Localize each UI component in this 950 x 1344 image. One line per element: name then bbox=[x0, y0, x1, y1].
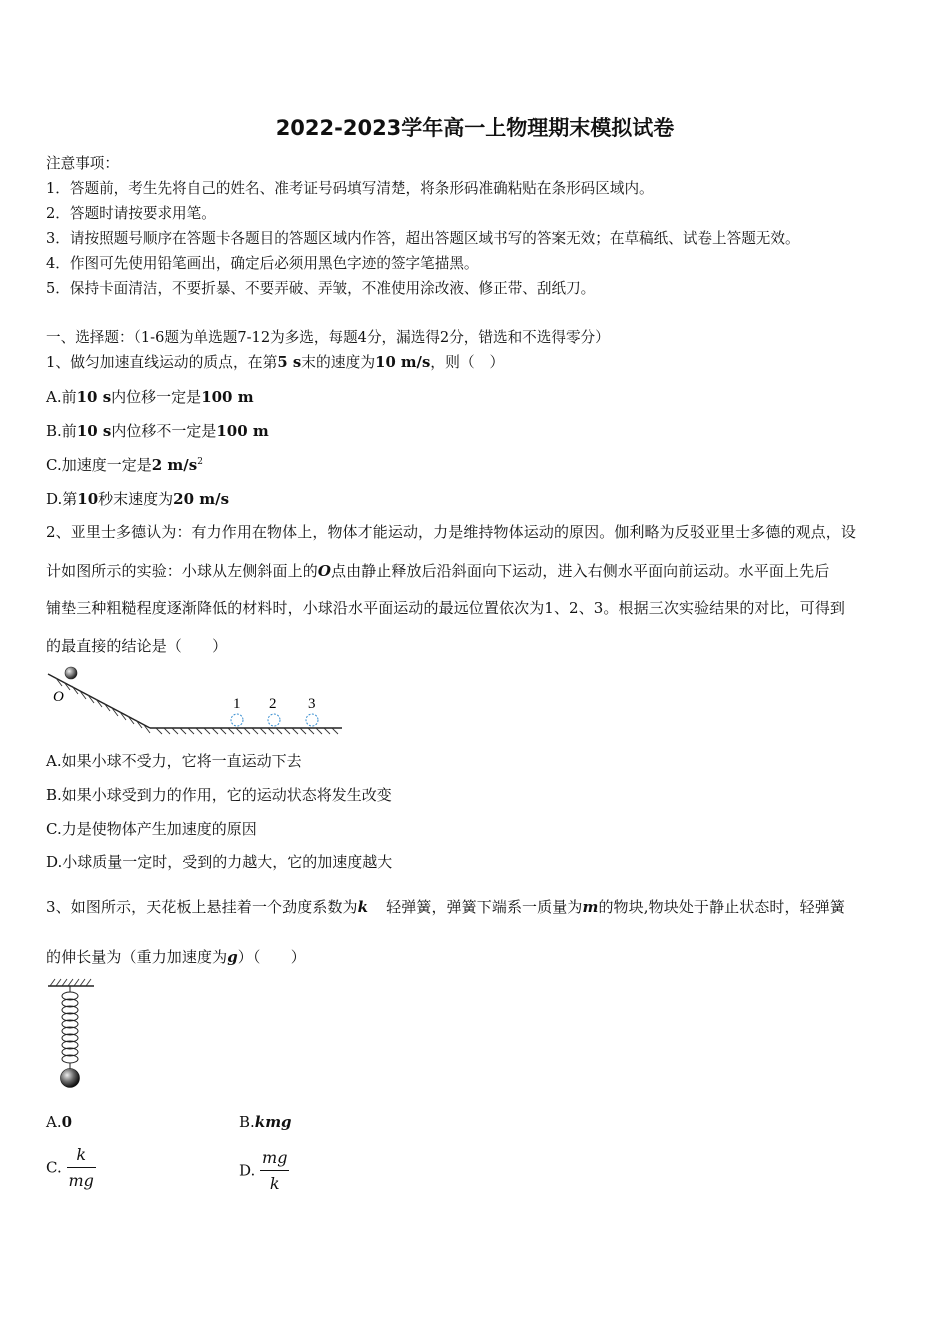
ground-hatching bbox=[156, 728, 338, 734]
question-2-line-4: 的最直接的结论是（ ） bbox=[46, 637, 228, 655]
question-2-line-2: 计如图所示的实验：小球从左侧斜面上的O点由静止释放后沿斜面向下运动，进入右侧水平面向前运动。水平面上先后 bbox=[46, 562, 830, 580]
question-1-stem: 1、做匀加速直线运动的质点，在第5 s末的速度为10 m/s，则（ ） bbox=[46, 354, 505, 371]
notice-heading: 注意事项： bbox=[46, 155, 119, 172]
notice-item-4: 4．作图可先使用铅笔画出，确定后必须用黑色字迹的签字笔描黑。 bbox=[46, 255, 479, 272]
question-2-line-1: 2、亚里士多德认为：有力作用在物体上，物体才能运动，力是维持物体运动的原因。伽利略为反驳亚里士多德的观点，设 bbox=[46, 523, 856, 541]
fraction-k-over-mg: $\frac{k}{mg}$ bbox=[68, 1145, 94, 1190]
question-1-option-c[interactable]: C.加速度一定是2 $m/s^2$ bbox=[46, 456, 203, 474]
point-o-label: O bbox=[53, 689, 64, 705]
question-2-line-3: 铺垫三种粗糙程度逐渐降低的材料时，小球沿水平面运动的最远位置依次为1、2、3。根据三次实验结果的对比，可得到 bbox=[46, 599, 846, 617]
ball bbox=[65, 667, 77, 679]
question-3-option-b[interactable]: B.kmg bbox=[239, 1113, 292, 1131]
position-1-marker bbox=[231, 714, 243, 726]
question-2-option-a[interactable]: A.如果小球不受力，它将一直运动下去 bbox=[46, 752, 302, 770]
ceiling-hatching bbox=[50, 979, 91, 986]
question-3-option-a[interactable]: A.0 bbox=[46, 1113, 73, 1131]
incline-figure bbox=[44, 662, 350, 736]
notice-item-2: 2．答题时请按要求用笔。 bbox=[46, 205, 216, 222]
spring-figure bbox=[46, 976, 98, 1092]
page-title: 2022-2023学年高一上物理期末模拟试卷 bbox=[275, 116, 675, 140]
notice-item-1: 1．答题前，考生先将自己的姓名、准考证号码填写清楚，将条形码准确粘贴在条形码区域内。 bbox=[46, 180, 654, 197]
position-3-label: 3 bbox=[308, 696, 316, 712]
question-3-option-c[interactable]: C. $\frac{k}{mg}$ bbox=[46, 1145, 94, 1190]
question-3-option-d[interactable]: D. $\frac{mg}{k}$ bbox=[239, 1148, 288, 1193]
question-1-option-a[interactable]: A.前10 s内位移一定是100 m bbox=[46, 388, 254, 406]
notice-item-3: 3．请按照题号顺序在答题卡各题目的答题区域内作答，超出答题区域书写的答案无效；在草稿纸、试卷上答题无效。 bbox=[46, 230, 800, 247]
fraction-mg-over-k: $\frac{mg}{k}$ bbox=[262, 1148, 288, 1193]
question-2-option-d[interactable]: D.小球质量一定时，受到的力越大，它的加速度越大 bbox=[46, 853, 393, 871]
block-ball bbox=[61, 1069, 80, 1088]
position-1-label: 1 bbox=[233, 696, 241, 712]
notice-item-5: 5．保持卡面清洁，不要折暴、不要弄破、弄皱，不准使用涂改液、修正带、刮纸刀。 bbox=[46, 280, 596, 297]
spring-coil bbox=[62, 992, 78, 1063]
question-1-option-b[interactable]: B.前10 s内位移不一定是100 m bbox=[46, 422, 269, 440]
question-3-line-1: 3、如图所示，天花板上悬挂着一个劲度系数为k 轻弹簧，弹簧下端系一质量为m的物块,物块处于静止状态时，轻弹簧 bbox=[46, 898, 845, 916]
section-heading: 一、选择题：（1-6题为单选题7-12为多选，每题4分，漏选得2分，错选和不选得零分） bbox=[46, 329, 610, 346]
question-2-option-c[interactable]: C.力是使物体产生加速度的原因 bbox=[46, 820, 257, 838]
position-2-label: 2 bbox=[269, 696, 277, 712]
position-2-marker bbox=[268, 714, 280, 726]
question-2-option-b[interactable]: B.如果小球受到力的作用，它的运动状态将发生改变 bbox=[46, 786, 392, 804]
question-3-line-2: 的伸长量为（重力加速度为g）（ ） bbox=[46, 948, 306, 966]
position-3-marker bbox=[306, 714, 318, 726]
question-1-option-d[interactable]: D.第10秒末速度为20 m/s bbox=[46, 490, 230, 508]
